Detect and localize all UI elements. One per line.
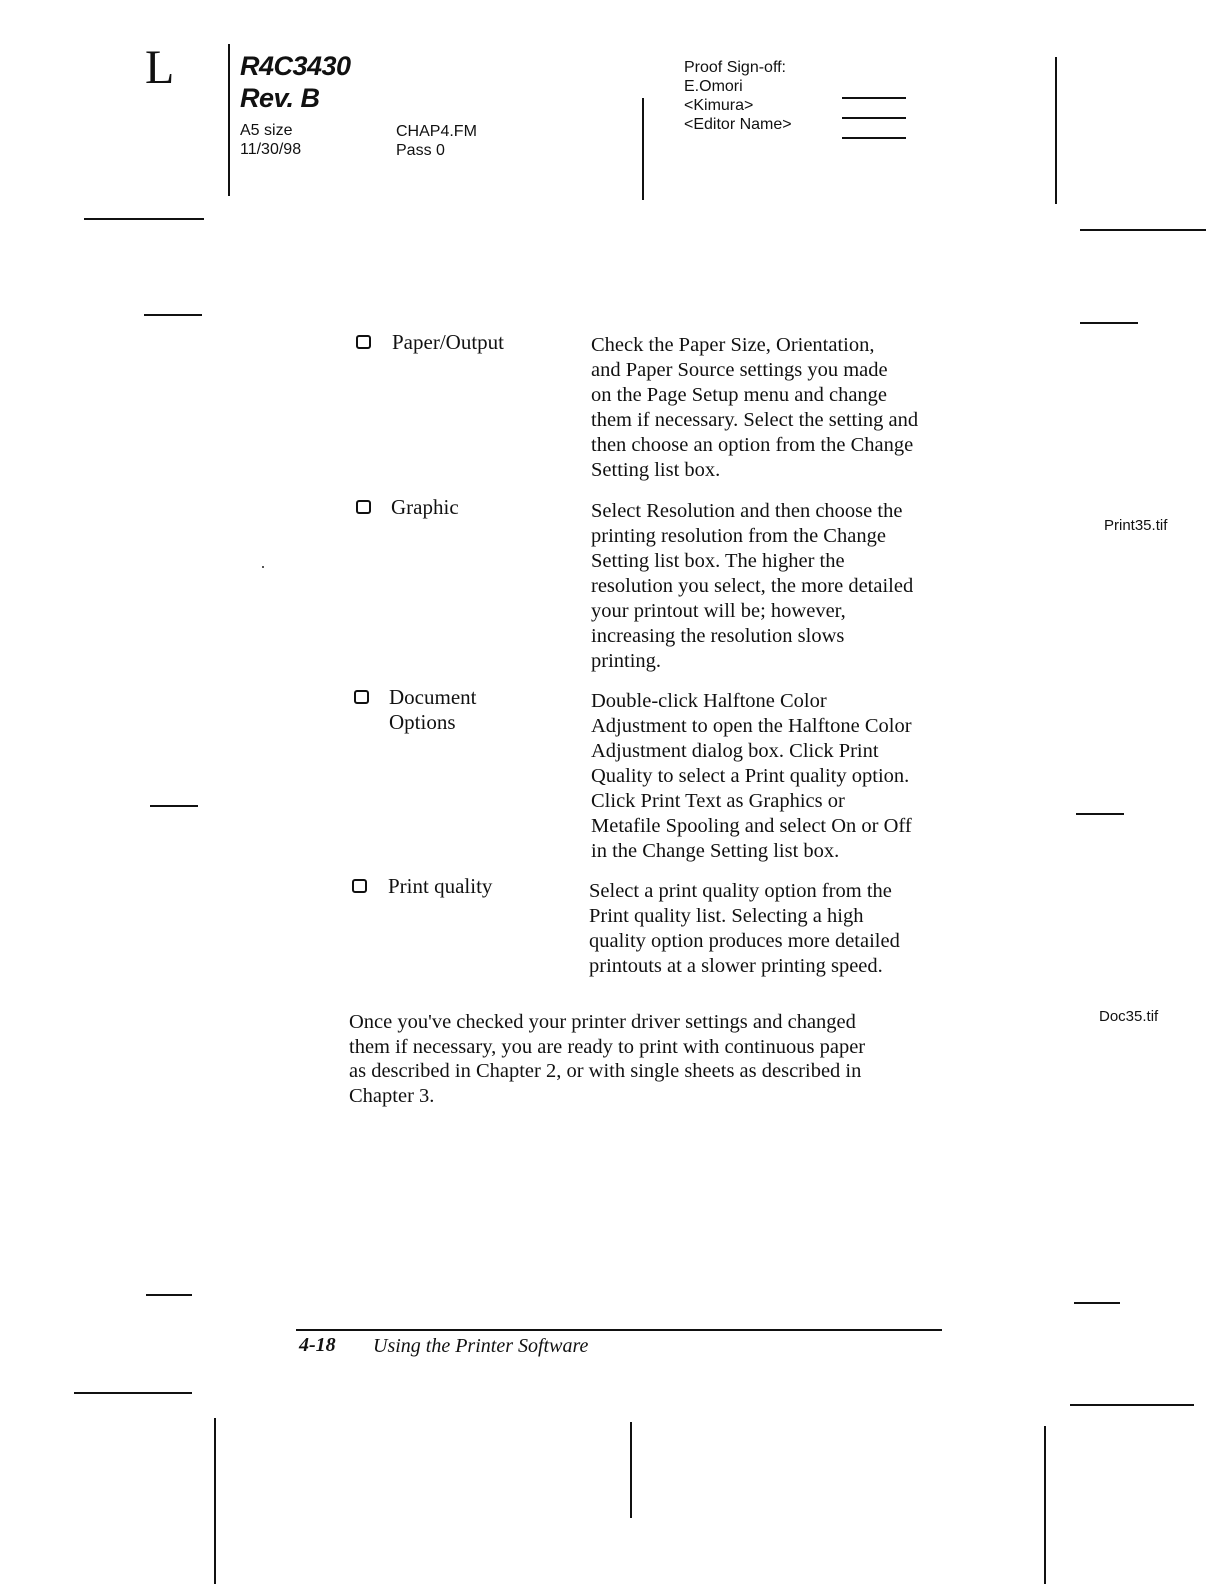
signature-line	[842, 137, 906, 139]
document-date: 11/30/98	[240, 141, 302, 158]
crop-mark	[1076, 813, 1124, 815]
bullet-checkbox-icon	[356, 335, 371, 349]
bullet-checkbox-icon	[352, 879, 367, 893]
desc-line: Quality to select a Print quality option.	[591, 765, 910, 787]
proof-line: E.Omori	[684, 78, 743, 95]
bullet-checkbox-icon	[356, 500, 371, 514]
document-revision: Rev. B	[240, 83, 320, 113]
desc-line: Select a print quality option from the	[589, 880, 892, 902]
paper-size: A5 size	[240, 122, 293, 139]
footer-rule	[296, 1329, 942, 1331]
desc-line: Adjustment to open the Halftone Color	[591, 715, 912, 737]
desc-line: your printout will be; however,	[591, 600, 846, 622]
speck	[262, 566, 264, 568]
desc-line: and Paper Source settings you made	[591, 359, 888, 381]
desc-line: Setting list box.	[591, 459, 721, 481]
desc-line: Print quality list. Selecting a high	[589, 905, 864, 927]
header-divider-right	[1055, 57, 1057, 204]
file-name: CHAP4.FM	[396, 123, 477, 140]
proof-line: <Kimura>	[684, 97, 754, 114]
crop-mark	[74, 1392, 192, 1394]
size-date-block	[240, 121, 301, 159]
paragraph-line: Once you've checked your printer driver settings and changed	[349, 1011, 856, 1033]
paragraph-line: them if necessary, you are ready to print with continuous paper	[349, 1035, 866, 1058]
proof-sign-off	[684, 58, 792, 134]
crop-mark-vertical	[1044, 1426, 1046, 1584]
header-divider-left	[228, 44, 230, 196]
desc-line: in the Change Setting list box.	[591, 840, 840, 862]
desc-line: increasing the resolution slows	[591, 625, 845, 647]
item-label-line: Paper/Output	[392, 330, 504, 354]
figure-label-doc: Doc35.tif	[1099, 1008, 1159, 1025]
figure-label-print: Print35.tif	[1104, 517, 1168, 534]
desc-line: them if necessary. Select the setting and	[591, 409, 919, 431]
document-code-block	[240, 50, 351, 114]
crop-mark	[1080, 322, 1138, 324]
item-desc-print-quality	[589, 879, 959, 979]
item-label-line: Graphic	[391, 495, 459, 519]
proof-title: Proof Sign-off:	[684, 59, 786, 76]
item-label-paper-output	[392, 330, 504, 355]
desc-line: Click Print Text as Graphics or	[591, 790, 845, 812]
signature-line	[842, 117, 906, 119]
crop-mark	[146, 1294, 192, 1296]
crop-mark-vertical	[630, 1422, 632, 1518]
desc-line: Double-click Halftone Color	[591, 690, 827, 712]
desc-line: resolution you select, the more detailed	[591, 575, 914, 597]
signature-line	[842, 97, 906, 99]
paragraph-line: Chapter 3.	[349, 1084, 435, 1107]
desc-line: quality option produces more detailed	[589, 930, 900, 952]
desc-line: printouts at a slower printing speed.	[589, 955, 883, 977]
desc-line: Adjustment dialog box. Click Print	[591, 740, 879, 762]
item-label-graphic	[391, 495, 459, 520]
proof-line: <Editor Name>	[684, 116, 792, 133]
chapter-title: Using the Printer Software	[373, 1335, 589, 1357]
item-desc-graphic	[591, 499, 961, 674]
header-divider-middle	[642, 98, 644, 200]
side-letter: L	[145, 41, 175, 94]
crop-mark	[144, 314, 202, 316]
item-label-line: Print quality	[388, 874, 493, 898]
crop-mark	[1070, 1404, 1194, 1406]
desc-line: Select Resolution and then choose the	[591, 500, 903, 522]
paragraph-line: as described in Chapter 2, or with single sheets as described in	[349, 1060, 862, 1082]
pass-number: Pass 0	[396, 142, 445, 159]
crop-mark	[150, 805, 198, 807]
item-desc-document-options	[591, 689, 961, 864]
crop-mark	[84, 218, 204, 220]
item-label-print-quality	[388, 874, 492, 899]
item-desc-paper-output	[591, 333, 961, 483]
bullet-checkbox-icon	[354, 690, 369, 704]
item-label-document-options	[389, 685, 476, 735]
desc-line: printing resolution from the Change	[591, 525, 886, 547]
item-label-line: Options	[389, 710, 456, 734]
desc-line: Setting list box. The higher the	[591, 550, 845, 572]
desc-line: printing.	[591, 650, 662, 672]
desc-line: on the Page Setup menu and change	[591, 384, 888, 406]
page-number: 4-18	[299, 1334, 336, 1356]
crop-mark	[1080, 229, 1206, 231]
desc-line: Check the Paper Size, Orientation,	[591, 334, 875, 356]
file-pass-block	[396, 122, 477, 160]
document-code: R4C3430	[240, 51, 351, 81]
desc-line: Metafile Spooling and select On or Off	[591, 815, 912, 837]
crop-mark	[1074, 1302, 1120, 1304]
item-label-line: Document	[389, 685, 477, 709]
crop-mark-vertical	[214, 1418, 216, 1584]
desc-line: then choose an option from the Change	[591, 434, 914, 456]
closing-paragraph	[349, 1010, 949, 1108]
